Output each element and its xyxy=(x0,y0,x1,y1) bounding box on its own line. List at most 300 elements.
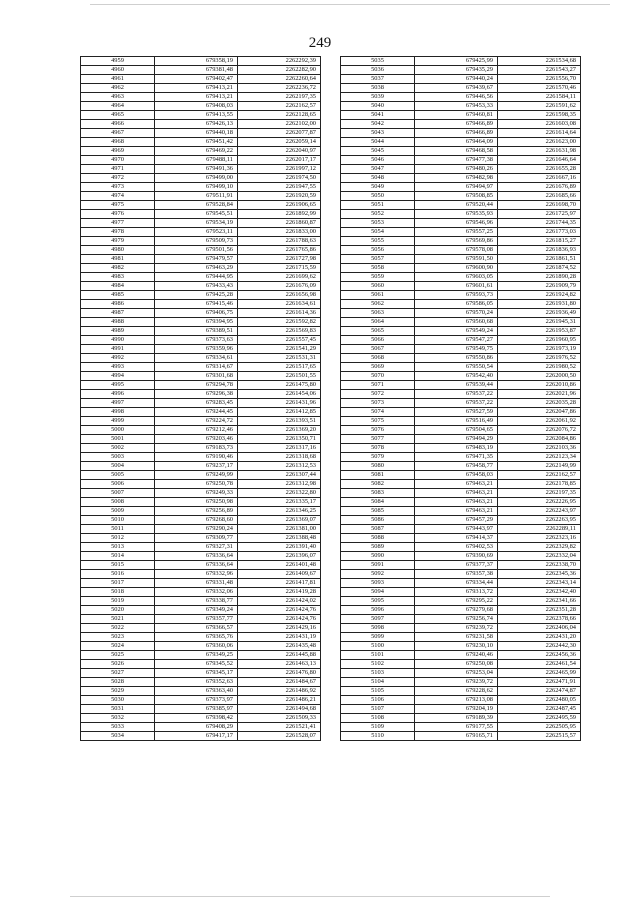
table-row xyxy=(341,705,581,714)
point-number-cell: 5077 xyxy=(341,435,415,444)
point-number-cell: 5010 xyxy=(81,516,155,525)
y-coordinate-cell: 2261631,98 xyxy=(498,147,581,156)
table-row xyxy=(81,165,321,174)
point-number-cell: 5023 xyxy=(81,633,155,642)
point-number-cell: 5001 xyxy=(81,435,155,444)
point-number-cell: 4959 xyxy=(81,57,155,66)
x-coordinate-cell: 679256,74 xyxy=(415,615,498,624)
x-coordinate-cell: 679504,65 xyxy=(415,426,498,435)
point-number-cell: 5067 xyxy=(341,345,415,354)
point-number-cell: 4970 xyxy=(81,156,155,165)
x-coordinate-cell: 679600,90 xyxy=(415,264,498,273)
y-coordinate-cell: 2261656,98 xyxy=(238,291,321,300)
y-coordinate-cell: 2261614,36 xyxy=(238,309,321,318)
table-row xyxy=(341,219,581,228)
point-number-cell: 5060 xyxy=(341,282,415,291)
point-number-cell: 5031 xyxy=(81,705,155,714)
table-row xyxy=(81,615,321,624)
point-number-cell: 5108 xyxy=(341,714,415,723)
y-coordinate-cell: 2262123,34 xyxy=(498,453,581,462)
x-coordinate-cell: 679183,73 xyxy=(155,444,238,453)
point-number-cell: 5089 xyxy=(341,543,415,552)
point-number-cell: 4993 xyxy=(81,363,155,372)
point-number-cell: 4976 xyxy=(81,210,155,219)
table-row xyxy=(341,723,581,732)
y-coordinate-cell: 2262474,87 xyxy=(498,687,581,696)
y-coordinate-cell: 2261584,11 xyxy=(498,93,581,102)
table-row xyxy=(81,111,321,120)
point-number-cell: 4961 xyxy=(81,75,155,84)
x-coordinate-cell: 679433,43 xyxy=(155,282,238,291)
point-number-cell: 5093 xyxy=(341,579,415,588)
x-coordinate-cell: 679165,71 xyxy=(415,732,498,741)
y-coordinate-cell: 2262076,72 xyxy=(498,426,581,435)
point-number-cell: 5086 xyxy=(341,516,415,525)
table-row xyxy=(341,453,581,462)
table-row xyxy=(81,516,321,525)
point-number-cell: 4984 xyxy=(81,282,155,291)
point-number-cell: 5091 xyxy=(341,561,415,570)
y-coordinate-cell: 2261836,93 xyxy=(498,246,581,255)
x-coordinate-cell: 679249,33 xyxy=(155,489,238,498)
point-number-cell: 5102 xyxy=(341,660,415,669)
table-row xyxy=(341,165,581,174)
table-row xyxy=(81,534,321,543)
table-row xyxy=(341,615,581,624)
y-coordinate-cell: 2262128,65 xyxy=(238,111,321,120)
y-coordinate-cell: 2261541,29 xyxy=(238,345,321,354)
y-coordinate-cell: 2262103,36 xyxy=(498,444,581,453)
point-number-cell: 5072 xyxy=(341,390,415,399)
table-row xyxy=(341,678,581,687)
point-number-cell: 4998 xyxy=(81,408,155,417)
table-row xyxy=(81,606,321,615)
point-number-cell: 5006 xyxy=(81,480,155,489)
x-coordinate-cell: 679204,19 xyxy=(415,705,498,714)
y-coordinate-cell: 2261517,65 xyxy=(238,363,321,372)
y-coordinate-cell: 2261346,25 xyxy=(238,507,321,516)
x-coordinate-cell: 679349,25 xyxy=(155,651,238,660)
table-row xyxy=(81,192,321,201)
y-coordinate-cell: 2261322,80 xyxy=(238,489,321,498)
point-number-cell: 4999 xyxy=(81,417,155,426)
table-row xyxy=(341,525,581,534)
table-row xyxy=(341,462,581,471)
table-row xyxy=(81,732,321,741)
point-number-cell: 5055 xyxy=(341,237,415,246)
y-coordinate-cell: 2262329,82 xyxy=(498,543,581,552)
x-coordinate-cell: 679482,98 xyxy=(415,174,498,183)
y-coordinate-cell: 2262059,14 xyxy=(238,138,321,147)
table-row xyxy=(341,354,581,363)
x-coordinate-cell: 679203,46 xyxy=(155,435,238,444)
y-coordinate-cell: 2261350,71 xyxy=(238,435,321,444)
table-row xyxy=(81,372,321,381)
y-coordinate-cell: 2261936,49 xyxy=(498,309,581,318)
x-coordinate-cell: 679439,67 xyxy=(415,84,498,93)
table-row xyxy=(81,291,321,300)
x-coordinate-cell: 679402,47 xyxy=(155,75,238,84)
table-body-right xyxy=(341,57,581,741)
y-coordinate-cell: 2261393,51 xyxy=(238,417,321,426)
x-coordinate-cell: 679366,57 xyxy=(155,624,238,633)
x-coordinate-cell: 679537,22 xyxy=(415,390,498,399)
x-coordinate-cell: 679593,73 xyxy=(415,291,498,300)
table-row xyxy=(341,147,581,156)
y-coordinate-cell: 2261435,48 xyxy=(238,642,321,651)
y-coordinate-cell: 2262282,90 xyxy=(238,66,321,75)
table-row xyxy=(81,426,321,435)
point-number-cell: 5059 xyxy=(341,273,415,282)
table-row xyxy=(81,417,321,426)
table-row xyxy=(81,471,321,480)
table-row xyxy=(81,66,321,75)
y-coordinate-cell: 2262292,39 xyxy=(238,57,321,66)
table-row xyxy=(341,480,581,489)
x-coordinate-cell: 679357,77 xyxy=(155,615,238,624)
table-row xyxy=(341,543,581,552)
y-coordinate-cell: 2262345,36 xyxy=(498,570,581,579)
y-coordinate-cell: 2261494,68 xyxy=(238,705,321,714)
point-number-cell: 4992 xyxy=(81,354,155,363)
x-coordinate-cell: 679463,21 xyxy=(415,498,498,507)
point-number-cell: 5020 xyxy=(81,606,155,615)
y-coordinate-cell: 2261484,67 xyxy=(238,678,321,687)
y-coordinate-cell: 2261557,45 xyxy=(238,336,321,345)
x-coordinate-cell: 679231,58 xyxy=(415,633,498,642)
y-coordinate-cell: 2261476,80 xyxy=(238,669,321,678)
point-number-cell: 4991 xyxy=(81,345,155,354)
x-coordinate-cell: 679494,97 xyxy=(415,183,498,192)
x-coordinate-cell: 679363,40 xyxy=(155,687,238,696)
table-row xyxy=(81,93,321,102)
table-row xyxy=(81,624,321,633)
y-coordinate-cell: 2262378,66 xyxy=(498,615,581,624)
x-coordinate-cell: 679549,75 xyxy=(415,345,498,354)
point-number-cell: 5062 xyxy=(341,300,415,309)
x-coordinate-cell: 679440,24 xyxy=(415,75,498,84)
table-row xyxy=(81,273,321,282)
point-number-cell: 4965 xyxy=(81,111,155,120)
point-number-cell: 5000 xyxy=(81,426,155,435)
point-number-cell: 4985 xyxy=(81,291,155,300)
point-number-cell: 4975 xyxy=(81,201,155,210)
point-number-cell: 5021 xyxy=(81,615,155,624)
y-coordinate-cell: 2261973,19 xyxy=(498,345,581,354)
table-row xyxy=(341,183,581,192)
point-number-cell: 5003 xyxy=(81,453,155,462)
y-coordinate-cell: 2261570,46 xyxy=(498,84,581,93)
table-row xyxy=(81,237,321,246)
point-number-cell: 5053 xyxy=(341,219,415,228)
y-coordinate-cell: 2261874,52 xyxy=(498,264,581,273)
point-number-cell: 5100 xyxy=(341,642,415,651)
x-coordinate-cell: 679250,08 xyxy=(415,660,498,669)
point-number-cell: 5106 xyxy=(341,696,415,705)
y-coordinate-cell: 2261924,82 xyxy=(498,291,581,300)
y-coordinate-cell: 2261698,70 xyxy=(498,201,581,210)
point-number-cell: 5052 xyxy=(341,210,415,219)
table-row xyxy=(341,372,581,381)
table-row xyxy=(81,318,321,327)
table-row xyxy=(81,714,321,723)
point-number-cell: 5105 xyxy=(341,687,415,696)
x-coordinate-cell: 679373,97 xyxy=(155,696,238,705)
x-coordinate-cell: 679336,64 xyxy=(155,552,238,561)
x-coordinate-cell: 679295,22 xyxy=(415,597,498,606)
table-row xyxy=(81,552,321,561)
y-coordinate-cell: 2261335,17 xyxy=(238,498,321,507)
point-number-cell: 5045 xyxy=(341,147,415,156)
coordinate-table-right xyxy=(340,56,581,741)
table-row xyxy=(341,714,581,723)
x-coordinate-cell: 679508,85 xyxy=(415,192,498,201)
y-coordinate-cell: 2261727,98 xyxy=(238,255,321,264)
point-number-cell: 4973 xyxy=(81,183,155,192)
x-coordinate-cell: 679466,89 xyxy=(415,120,498,129)
y-coordinate-cell: 2262084,86 xyxy=(498,435,581,444)
y-coordinate-cell: 2261953,87 xyxy=(498,327,581,336)
x-coordinate-cell: 679331,48 xyxy=(155,579,238,588)
table-row xyxy=(341,417,581,426)
x-coordinate-cell: 679389,51 xyxy=(155,327,238,336)
x-coordinate-cell: 679435,29 xyxy=(415,66,498,75)
point-number-cell: 5068 xyxy=(341,354,415,363)
table-row xyxy=(341,228,581,237)
table-row xyxy=(341,75,581,84)
y-coordinate-cell: 2261454,06 xyxy=(238,390,321,399)
x-coordinate-cell: 679249,99 xyxy=(155,471,238,480)
y-coordinate-cell: 2261463,13 xyxy=(238,660,321,669)
point-number-cell: 4980 xyxy=(81,246,155,255)
table-row xyxy=(81,633,321,642)
x-coordinate-cell: 679457,29 xyxy=(415,516,498,525)
point-number-cell: 4963 xyxy=(81,93,155,102)
table-row xyxy=(341,201,581,210)
point-number-cell: 5019 xyxy=(81,597,155,606)
x-coordinate-cell: 679557,25 xyxy=(415,228,498,237)
point-number-cell: 5007 xyxy=(81,489,155,498)
x-coordinate-cell: 679499,10 xyxy=(155,183,238,192)
table-row xyxy=(341,111,581,120)
point-number-cell: 5018 xyxy=(81,588,155,597)
point-number-cell: 5048 xyxy=(341,174,415,183)
scan-edge-line xyxy=(90,4,610,5)
y-coordinate-cell: 2262323,16 xyxy=(498,534,581,543)
point-number-cell: 5071 xyxy=(341,381,415,390)
table-row xyxy=(341,651,581,660)
x-coordinate-cell: 679313,72 xyxy=(415,588,498,597)
y-coordinate-cell: 2262431,20 xyxy=(498,633,581,642)
y-coordinate-cell: 2261676,89 xyxy=(498,183,581,192)
x-coordinate-cell: 679239,72 xyxy=(415,678,498,687)
table-row xyxy=(341,192,581,201)
point-number-cell: 4988 xyxy=(81,318,155,327)
table-row xyxy=(341,687,581,696)
x-coordinate-cell: 679309,77 xyxy=(155,534,238,543)
point-number-cell: 4983 xyxy=(81,273,155,282)
y-coordinate-cell: 2261417,81 xyxy=(238,579,321,588)
y-coordinate-cell: 2261592,82 xyxy=(238,318,321,327)
table-row xyxy=(341,489,581,498)
point-number-cell: 4971 xyxy=(81,165,155,174)
point-number-cell: 5054 xyxy=(341,228,415,237)
x-coordinate-cell: 679425,99 xyxy=(415,57,498,66)
point-number-cell: 5028 xyxy=(81,678,155,687)
x-coordinate-cell: 679301,68 xyxy=(155,372,238,381)
table-row xyxy=(81,246,321,255)
y-coordinate-cell: 2261960,95 xyxy=(498,336,581,345)
x-coordinate-cell: 679349,24 xyxy=(155,606,238,615)
y-coordinate-cell: 2261486,92 xyxy=(238,687,321,696)
y-coordinate-cell: 2261931,80 xyxy=(498,300,581,309)
point-number-cell: 5039 xyxy=(341,93,415,102)
table-row xyxy=(81,642,321,651)
point-number-cell: 5081 xyxy=(341,471,415,480)
y-coordinate-cell: 2262047,86 xyxy=(498,408,581,417)
point-number-cell: 5107 xyxy=(341,705,415,714)
y-coordinate-cell: 2261419,28 xyxy=(238,588,321,597)
table-row xyxy=(81,669,321,678)
table-row xyxy=(81,381,321,390)
y-coordinate-cell: 2262017,17 xyxy=(238,156,321,165)
point-number-cell: 5044 xyxy=(341,138,415,147)
x-coordinate-cell: 679601,61 xyxy=(415,282,498,291)
point-number-cell: 4987 xyxy=(81,309,155,318)
y-coordinate-cell: 2262149,99 xyxy=(498,462,581,471)
point-number-cell: 5049 xyxy=(341,183,415,192)
x-coordinate-cell: 679334,61 xyxy=(155,354,238,363)
y-coordinate-cell: 2262332,04 xyxy=(498,552,581,561)
table-row xyxy=(81,660,321,669)
y-coordinate-cell: 2261475,80 xyxy=(238,381,321,390)
x-coordinate-cell: 679408,29 xyxy=(155,723,238,732)
y-coordinate-cell: 2261312,98 xyxy=(238,480,321,489)
x-coordinate-cell: 679509,73 xyxy=(155,237,238,246)
table-row xyxy=(341,57,581,66)
point-number-cell: 5037 xyxy=(341,75,415,84)
point-number-cell: 4974 xyxy=(81,192,155,201)
point-number-cell: 5015 xyxy=(81,561,155,570)
table-row xyxy=(341,534,581,543)
table-row xyxy=(81,219,321,228)
y-coordinate-cell: 2262505,95 xyxy=(498,723,581,732)
point-number-cell: 4996 xyxy=(81,390,155,399)
table-row xyxy=(81,435,321,444)
y-coordinate-cell: 2261667,16 xyxy=(498,174,581,183)
x-coordinate-cell: 679477,38 xyxy=(415,156,498,165)
x-coordinate-cell: 679256,89 xyxy=(155,507,238,516)
table-row xyxy=(341,408,581,417)
table-row xyxy=(81,102,321,111)
x-coordinate-cell: 679332,96 xyxy=(155,570,238,579)
y-coordinate-cell: 2261861,51 xyxy=(498,255,581,264)
y-coordinate-cell: 2261685,66 xyxy=(498,192,581,201)
x-coordinate-cell: 679253,04 xyxy=(415,669,498,678)
table-row xyxy=(341,633,581,642)
x-coordinate-cell: 679327,31 xyxy=(155,543,238,552)
y-coordinate-cell: 2262061,92 xyxy=(498,417,581,426)
point-number-cell: 5002 xyxy=(81,444,155,453)
y-coordinate-cell: 2261980,52 xyxy=(498,363,581,372)
x-coordinate-cell: 679212,46 xyxy=(155,426,238,435)
point-number-cell: 4990 xyxy=(81,336,155,345)
y-coordinate-cell: 2261974,50 xyxy=(238,174,321,183)
y-coordinate-cell: 2261725,97 xyxy=(498,210,581,219)
x-coordinate-cell: 679494,29 xyxy=(415,435,498,444)
y-coordinate-cell: 2261947,55 xyxy=(238,183,321,192)
x-coordinate-cell: 679471,35 xyxy=(415,453,498,462)
x-coordinate-cell: 679230,10 xyxy=(415,642,498,651)
point-number-cell: 5024 xyxy=(81,642,155,651)
y-coordinate-cell: 2262162,57 xyxy=(498,471,581,480)
point-number-cell: 5074 xyxy=(341,408,415,417)
x-coordinate-cell: 679279,68 xyxy=(415,606,498,615)
x-coordinate-cell: 679499,00 xyxy=(155,174,238,183)
point-number-cell: 5040 xyxy=(341,102,415,111)
table-row xyxy=(81,354,321,363)
table-row xyxy=(341,282,581,291)
y-coordinate-cell: 2261744,35 xyxy=(498,219,581,228)
point-number-cell: 5063 xyxy=(341,309,415,318)
x-coordinate-cell: 679381,48 xyxy=(155,66,238,75)
point-number-cell: 5101 xyxy=(341,651,415,660)
y-coordinate-cell: 2262260,64 xyxy=(238,75,321,84)
y-coordinate-cell: 2261521,41 xyxy=(238,723,321,732)
y-coordinate-cell: 2262021,96 xyxy=(498,390,581,399)
point-number-cell: 5022 xyxy=(81,624,155,633)
point-number-cell: 5011 xyxy=(81,525,155,534)
y-coordinate-cell: 2262226,95 xyxy=(498,498,581,507)
y-coordinate-cell: 2261890,28 xyxy=(498,273,581,282)
y-coordinate-cell: 2261424,02 xyxy=(238,597,321,606)
x-coordinate-cell: 679250,98 xyxy=(155,498,238,507)
table-row xyxy=(81,525,321,534)
x-coordinate-cell: 679415,46 xyxy=(155,300,238,309)
x-coordinate-cell: 679443,97 xyxy=(415,525,498,534)
point-number-cell: 4982 xyxy=(81,264,155,273)
table-row xyxy=(81,57,321,66)
y-coordinate-cell: 2261531,31 xyxy=(238,354,321,363)
x-coordinate-cell: 679213,08 xyxy=(415,696,498,705)
point-number-cell: 5082 xyxy=(341,480,415,489)
x-coordinate-cell: 679479,57 xyxy=(155,255,238,264)
table-row xyxy=(341,669,581,678)
x-coordinate-cell: 679414,37 xyxy=(415,534,498,543)
x-coordinate-cell: 679578,08 xyxy=(415,246,498,255)
y-coordinate-cell: 2261369,20 xyxy=(238,426,321,435)
y-coordinate-cell: 2261920,59 xyxy=(238,192,321,201)
y-coordinate-cell: 2261976,52 xyxy=(498,354,581,363)
point-number-cell: 5014 xyxy=(81,552,155,561)
y-coordinate-cell: 2262461,54 xyxy=(498,660,581,669)
x-coordinate-cell: 679402,53 xyxy=(415,543,498,552)
table-row xyxy=(341,561,581,570)
x-coordinate-cell: 679570,24 xyxy=(415,309,498,318)
point-number-cell: 4968 xyxy=(81,138,155,147)
x-coordinate-cell: 679377,37 xyxy=(415,561,498,570)
point-number-cell: 5013 xyxy=(81,543,155,552)
point-number-cell: 5038 xyxy=(341,84,415,93)
point-number-cell: 5035 xyxy=(341,57,415,66)
x-coordinate-cell: 679357,38 xyxy=(415,570,498,579)
y-coordinate-cell: 2262456,36 xyxy=(498,651,581,660)
table-row xyxy=(81,255,321,264)
x-coordinate-cell: 679417,17 xyxy=(155,732,238,741)
x-coordinate-cell: 679546,96 xyxy=(415,219,498,228)
y-coordinate-cell: 2262102,00 xyxy=(238,120,321,129)
y-coordinate-cell: 2261699,62 xyxy=(238,273,321,282)
